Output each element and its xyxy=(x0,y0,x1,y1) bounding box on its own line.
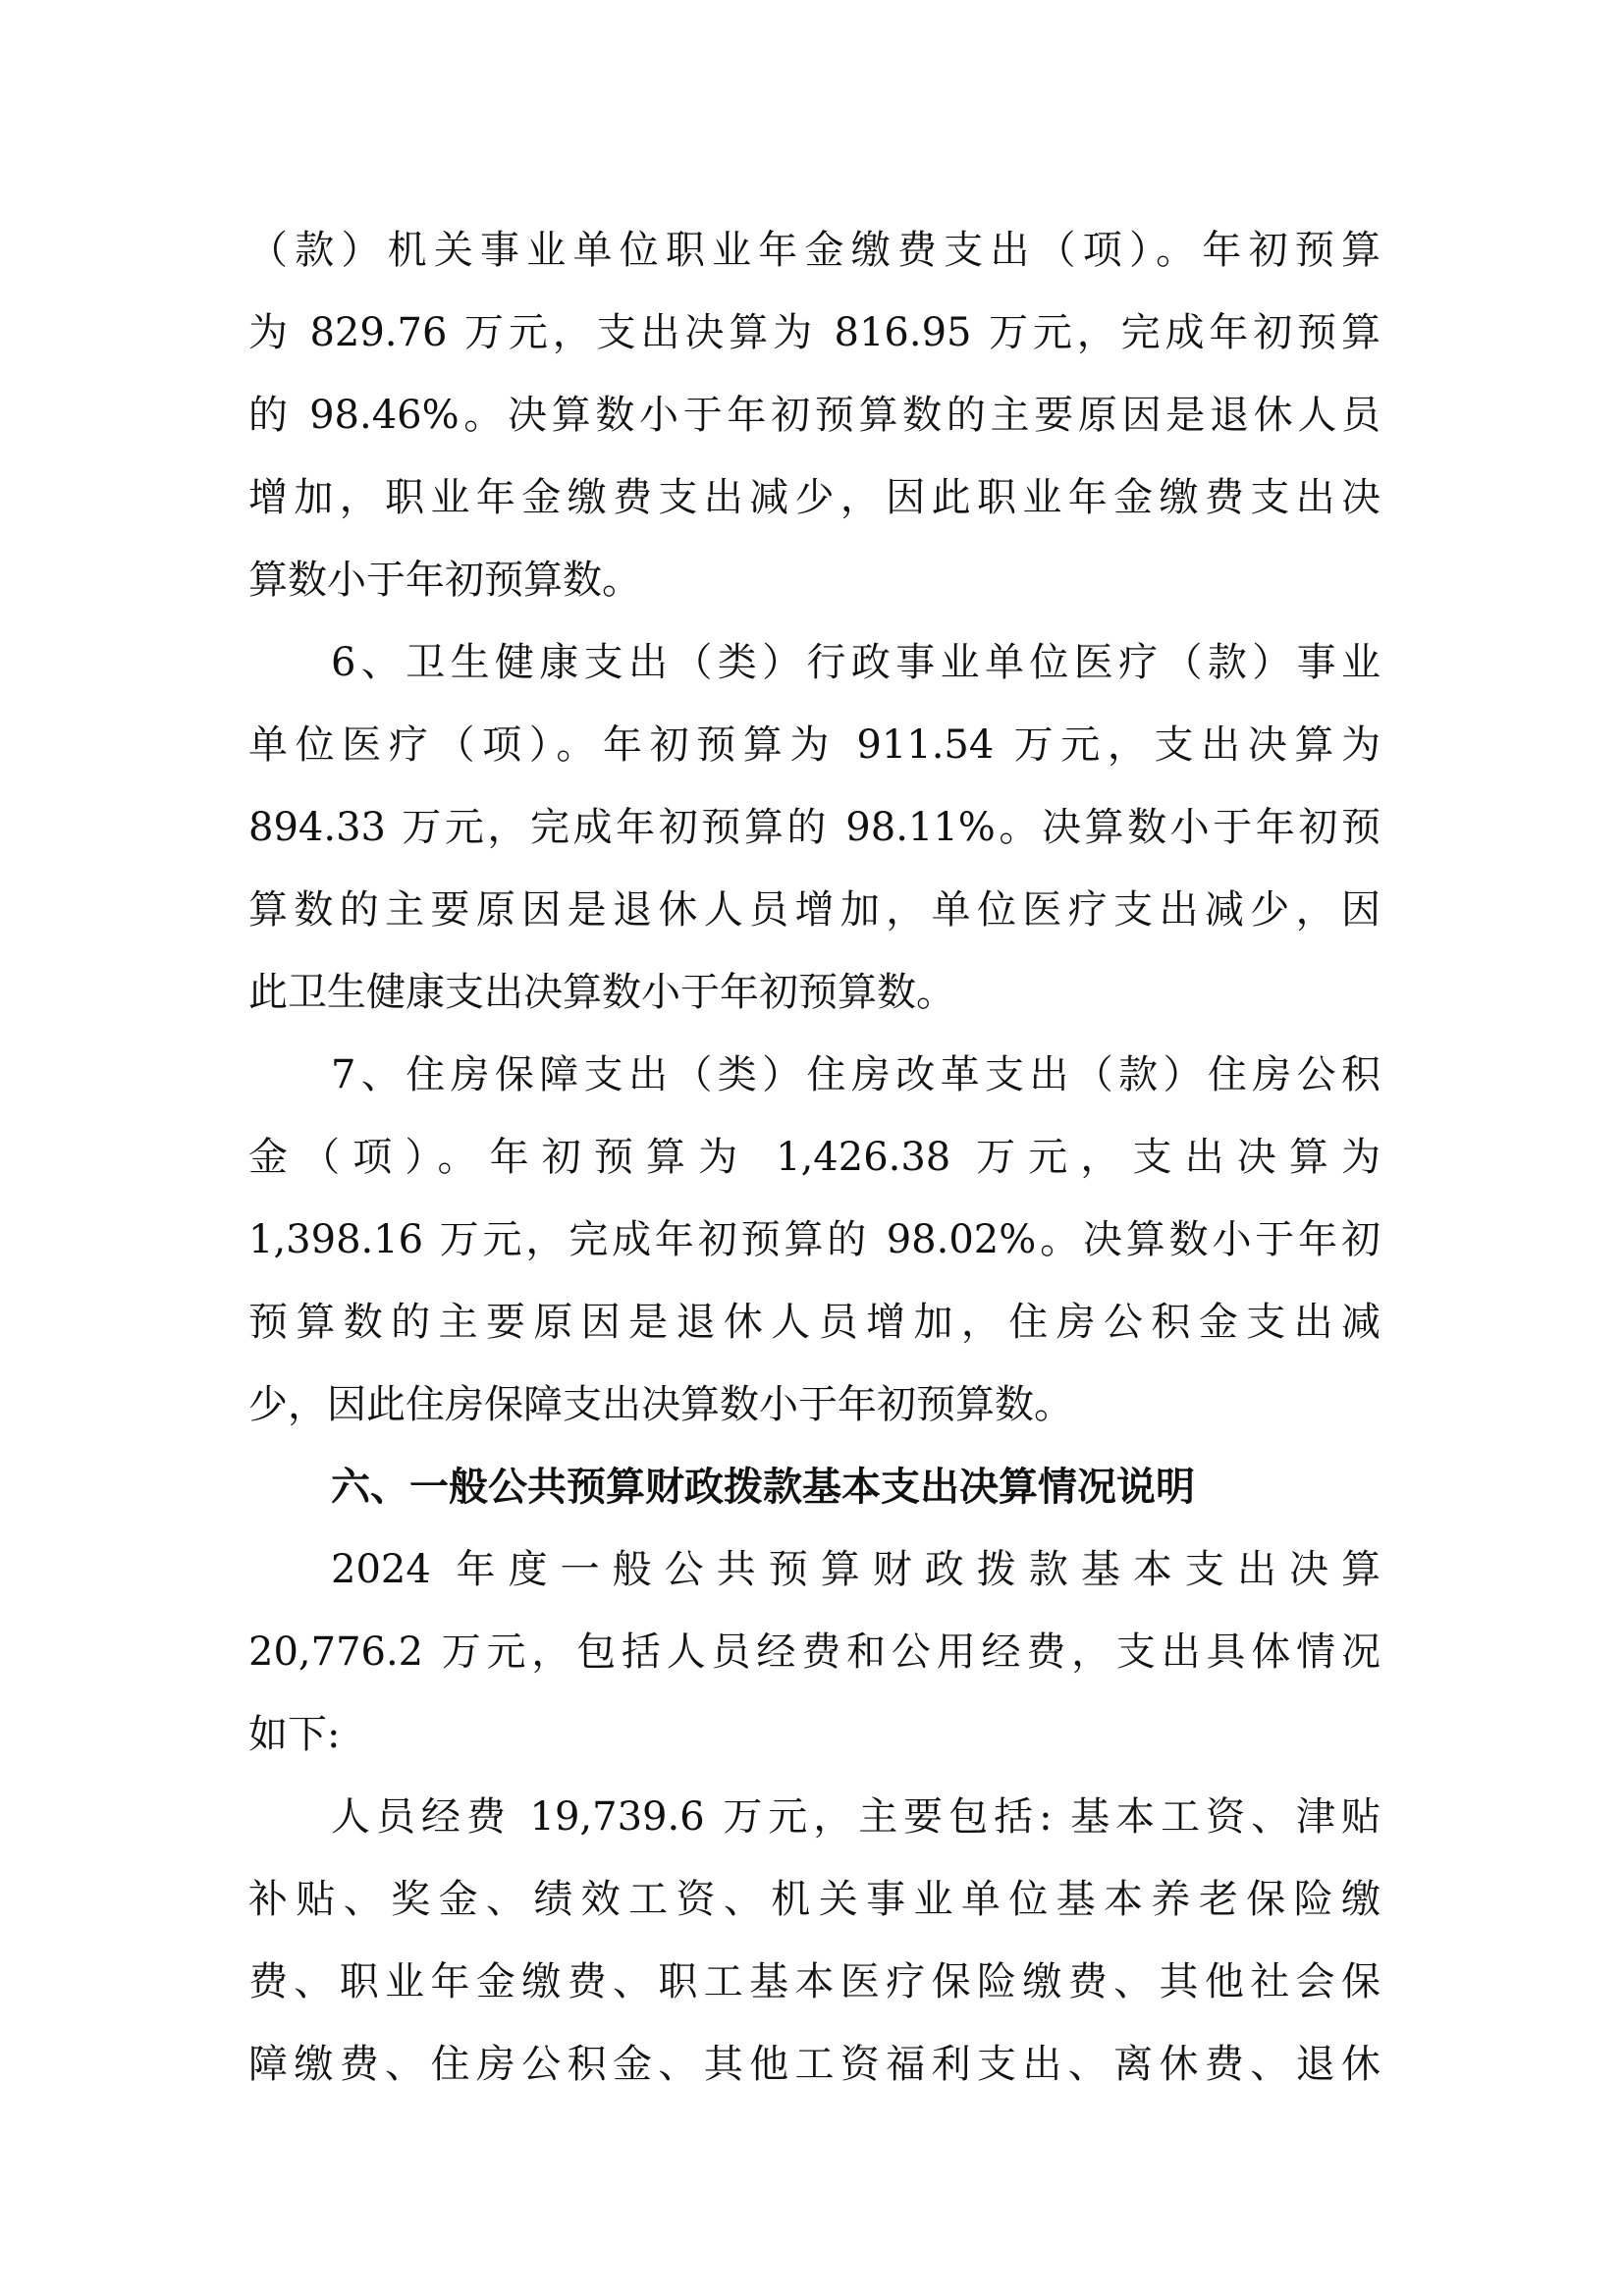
paragraph-line: 预算数的主要原因是退休人员增加，住房公积金支出减 xyxy=(248,1300,1380,1345)
paragraph-line: 少，因此住房保障支出决算数小于年初预算数。 xyxy=(248,1382,1073,1427)
paragraph-line: 如下: xyxy=(248,1712,341,1757)
paragraph-line: 障缴费、住房公积金、其他工资福利支出、离休费、退休 xyxy=(248,2042,1380,2087)
paragraph-line: 增加，职业年金缴费支出减少，因此职业年金缴费支出决 xyxy=(248,475,1380,520)
paragraph-line: 7、住房保障支出（类）住房改革支出（款）住房公积 xyxy=(331,1052,1380,1097)
paragraph-line: 6、卫生健康支出（类）行政事业单位医疗（款）事业 xyxy=(331,640,1380,685)
paragraph-line: 算数小于年初预算数。 xyxy=(248,558,641,603)
paragraph-line: 1,398.16 万元，完成年初预算的 98.02%。决算数小于年初 xyxy=(248,1217,1380,1262)
section-heading: 六、一般公共预算财政拨款基本支出决算情况说明 xyxy=(331,1465,1195,1510)
paragraph-line: 2024 年度一般公共预算财政拨款基本支出决算 xyxy=(331,1547,1380,1592)
paragraph-line: （款）机关事业单位职业年金缴费支出（项）。年初预算 xyxy=(248,228,1380,273)
paragraph-line: 此卫生健康支出决算数小于年初预算数。 xyxy=(248,970,955,1015)
paragraph-line: 人员经费 19,739.6 万元，主要包括: 基本工资、津贴 xyxy=(331,1794,1380,1840)
paragraph-line: 894.33 万元，完成年初预算的 98.11%。决算数小于年初预 xyxy=(248,805,1380,850)
paragraph-line: 20,776.2 万元，包括人员经费和公用经费，支出具体情况 xyxy=(248,1629,1380,1675)
paragraph-line: 的 98.46%。决算数小于年初预算数的主要原因是退休人员 xyxy=(248,393,1380,438)
paragraph-line: 算数的主要原因是退休人员增加，单位医疗支出减少，因 xyxy=(248,887,1380,933)
paragraph-line: 补贴、奖金、绩效工资、机关事业单位基本养老保险缴 xyxy=(248,1877,1380,1922)
paragraph-line: 为 829.76 万元，支出决算为 816.95 万元，完成年初预算 xyxy=(248,310,1380,355)
paragraph-line: 单位医疗（项）。年初预算为 911.54 万元，支出决算为 xyxy=(248,722,1380,768)
paragraph-line: 费、职业年金缴费、职工基本医疗保险缴费、其他社会保 xyxy=(248,1959,1380,2004)
paragraph-line: 金（项）。年初预算为 1,426.38 万元，支出决算为 xyxy=(248,1135,1380,1180)
